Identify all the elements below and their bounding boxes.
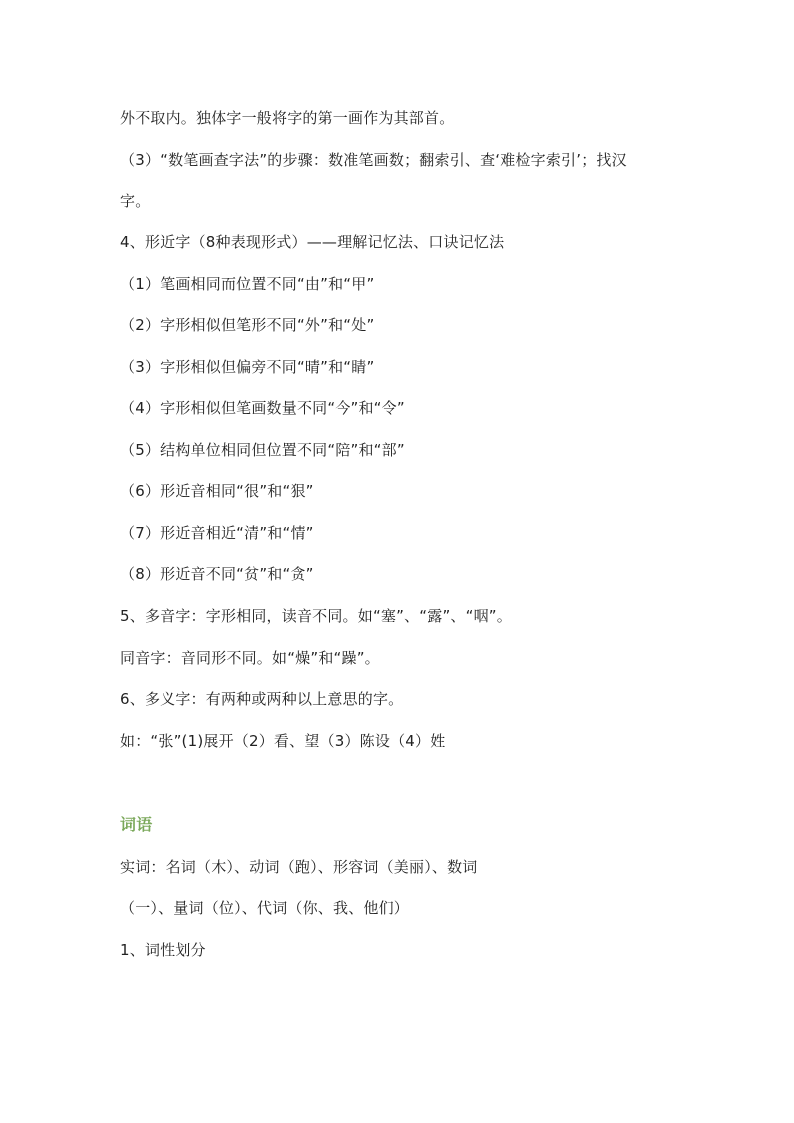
paragraph-line: （5）结构单位相同但位置不同“陪”和“部” (120, 441, 405, 459)
paragraph-line: （3）“数笔画查字法”的步骤：数准笔画数；翻索引、查‘难检字索引’；找汉 (120, 151, 627, 169)
paragraph-line: 同音字：音同形不同。如“燥”和“躁”。 (120, 649, 380, 667)
paragraph-line: （2）字形相似但笔形不同“外”和“处” (120, 316, 375, 334)
paragraph-line: 5、多音字：字形相同，读音不同。如“塞”、“露”、“咽”。 (120, 607, 512, 625)
paragraph-line: 如：“张”(1)展开（2）看、望（3）陈设（4）姓 (120, 732, 446, 750)
paragraph-line: （一）、量词（位）、代词（你、我、他们） (120, 899, 410, 917)
paragraph-line: （1）笔画相同而位置不同“由”和“甲” (120, 275, 375, 293)
paragraph-line: （6）形近音相同“很”和“狠” (120, 482, 314, 500)
paragraph-line: 4、形近字（8种表现形式）——理解记忆法、口诀记忆法 (120, 233, 505, 251)
paragraph-line: 1、词性划分 (120, 941, 206, 959)
paragraph-line: （4）字形相似但笔画数量不同“今”和“令” (120, 399, 405, 417)
paragraph-line: 6、多义字：有两种或两种以上意思的字。 (120, 690, 404, 708)
paragraph-line: （8）形近音不同“贫”和“贪” (120, 565, 314, 583)
paragraph-line: 实词：名词（木）、动词（跑）、形容词（美丽）、数词 (120, 858, 478, 876)
paragraph-line: （3）字形相似但偏旁不同“晴”和“睛” (120, 358, 375, 376)
paragraph-line: 字。 (120, 192, 151, 210)
paragraph-line: 外不取内。独体字一般将字的第一画作为其部首。 (120, 109, 455, 127)
section-heading: 词语 (120, 815, 153, 834)
paragraph-line: （7）形近音相近“清”和“情” (120, 524, 314, 542)
